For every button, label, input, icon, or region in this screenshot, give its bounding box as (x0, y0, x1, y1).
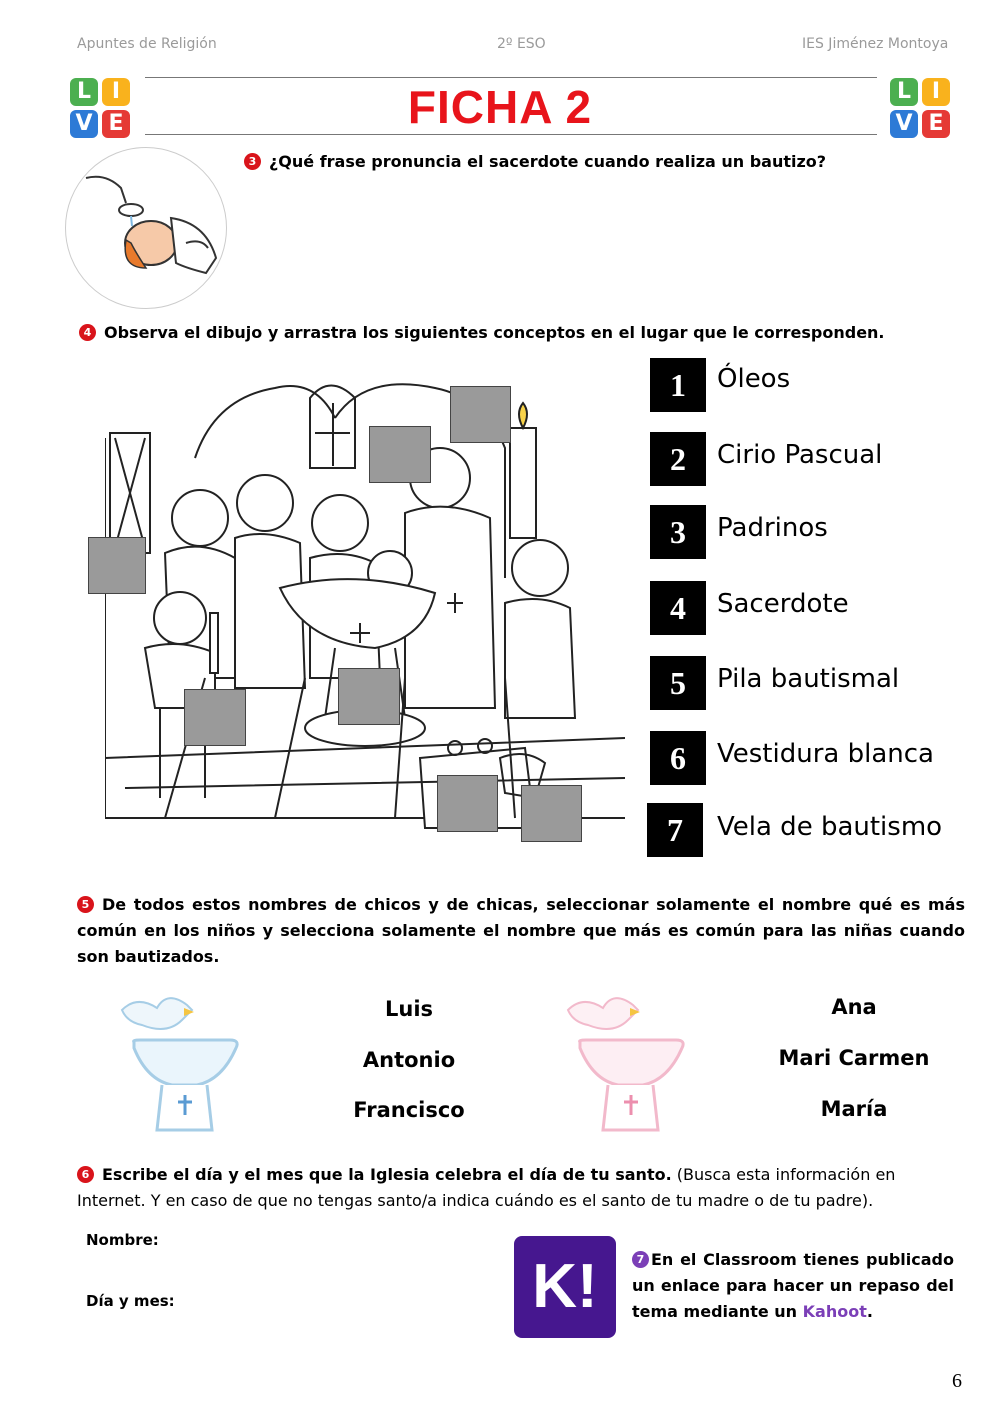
concept-label: Pila bautismal (717, 664, 900, 694)
boy-name-option[interactable]: Luis (384, 997, 434, 1021)
baptismal-font-icon (112, 990, 242, 1135)
question-number-5: 5 (77, 896, 94, 913)
girl-name-option[interactable]: María (820, 1097, 888, 1121)
boy-name-option[interactable]: Antonio (362, 1048, 456, 1072)
kahoot-logo[interactable]: K! (514, 1236, 616, 1338)
title-rule-bottom (145, 134, 877, 135)
concept-label: Padrinos (717, 513, 828, 543)
name-input[interactable] (174, 1230, 474, 1252)
header-left: Apuntes de Religión (77, 36, 217, 52)
drop-zone[interactable] (88, 537, 146, 594)
question-6-note: (Busca esta información en Internet. Y en caso de que no tengas santo/a indica cuándo es el santo de tu madre o de tu padre). (77, 1165, 896, 1210)
question-5-text: De todos estos nombres de chicos y de chicas, seleccionar solamente el nombre qué es más común en los niños y selecciona solamente el nombre que más es común para las niñas cuando son bautizados. (77, 895, 965, 966)
title-rule-top (145, 77, 877, 78)
concept-number: 2 (650, 432, 706, 486)
question-7 (632, 1247, 954, 1325)
girl-name-option[interactable]: Ana (831, 995, 877, 1019)
logo-letter: I (102, 78, 130, 106)
drop-zone[interactable] (369, 426, 431, 483)
drop-zone[interactable] (521, 785, 582, 842)
logo-letter: E (102, 110, 130, 138)
logo-letter: V (70, 110, 98, 138)
concept-label: Sacerdote (717, 589, 849, 619)
baptism-drawing (66, 148, 226, 308)
question-3 (244, 152, 826, 171)
concept-number: 7 (647, 803, 703, 857)
date-input[interactable] (186, 1291, 476, 1313)
question-6-bold: Escribe el día y el mes que la Iglesia celebra el día de tu santo. (102, 1165, 672, 1184)
concept-label: Vela de bautismo (717, 812, 943, 842)
page-number: 6 (952, 1370, 962, 1392)
font-icon-blue (112, 990, 242, 1135)
question-number-4: 4 (79, 324, 96, 341)
question-5 (77, 892, 965, 970)
concept-number: 4 (650, 581, 706, 635)
question-number-6: 6 (77, 1166, 94, 1183)
question-number-7: 7 (632, 1251, 649, 1268)
logo-letter: L (70, 78, 98, 106)
concept-number: 1 (650, 358, 706, 412)
question-6 (77, 1162, 967, 1214)
date-label: Día y mes: (86, 1292, 175, 1310)
concept-label: Óleos (717, 364, 791, 394)
drop-zone[interactable] (184, 689, 246, 746)
boy-name-option[interactable]: Francisco (353, 1098, 465, 1122)
drop-zone[interactable] (338, 668, 400, 725)
kahoot-link[interactable]: Kahoot (802, 1302, 867, 1321)
concept-number: 3 (650, 505, 706, 559)
logo-letter: E (922, 110, 950, 138)
question-4-text: Observa el dibujo y arrastra los siguientes conceptos en el lugar que le corresponden. (104, 323, 885, 342)
concept-number: 6 (650, 731, 706, 785)
girl-name-option[interactable]: Mari Carmen (778, 1046, 930, 1070)
header-center: 2º ESO (497, 36, 546, 52)
question-7-end: . (866, 1302, 873, 1321)
concept-number: 5 (650, 656, 706, 710)
concept-label: Vestidura blanca (717, 739, 934, 769)
logo-letter: V (890, 110, 918, 138)
concept-label: Cirio Pascual (717, 440, 883, 470)
page-title: FICHA 2 (407, 81, 593, 133)
drop-zone[interactable] (437, 775, 498, 832)
baptismal-font-icon (558, 990, 688, 1135)
logo-letter: I (922, 78, 950, 106)
question-3-text: ¿Qué frase pronuncia el sacerdote cuando realiza un bautizo? (269, 152, 827, 171)
font-icon-pink (558, 990, 688, 1135)
question-7-text: En el Classroom tienes publicado un enlace para hacer un repaso del tema mediante un (632, 1250, 954, 1321)
baptism-illustration (65, 147, 227, 309)
name-label: Nombre: (86, 1231, 159, 1249)
header-right: IES Jiménez Montoya (802, 36, 949, 52)
logo-letter: L (890, 78, 918, 106)
drop-zone[interactable] (450, 386, 511, 443)
question-number-3: 3 (244, 153, 261, 170)
question-4 (79, 323, 885, 342)
